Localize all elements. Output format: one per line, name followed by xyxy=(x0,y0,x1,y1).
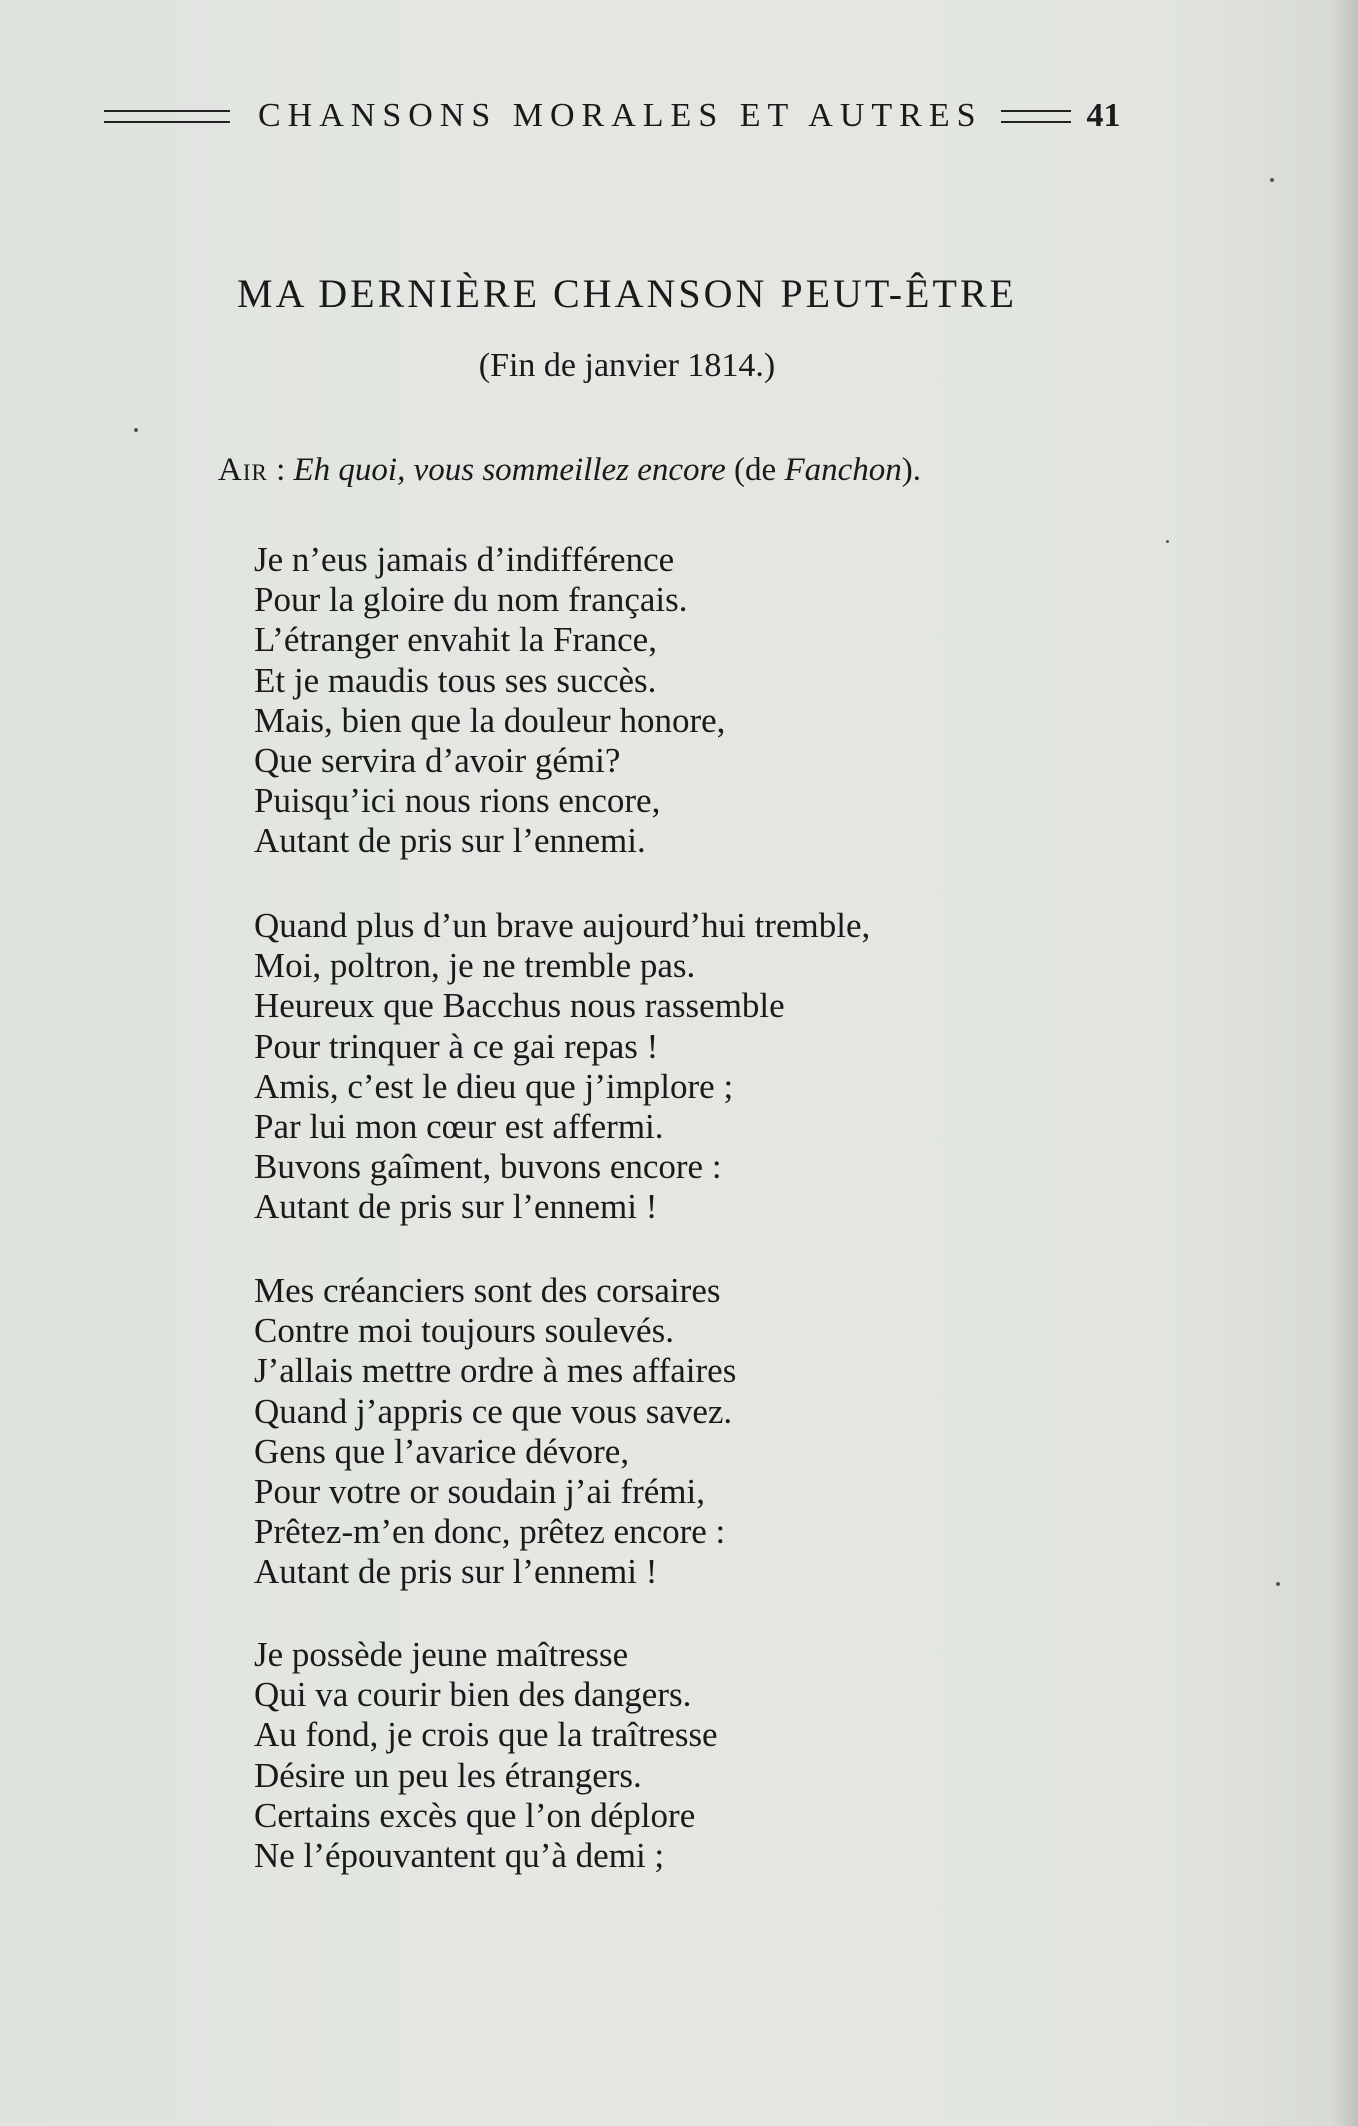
poem-date: (Fin de janvier 1814.) xyxy=(478,347,776,384)
verse-line: Moi, poltron, je ne tremble pas. xyxy=(254,946,696,986)
verse-line: Ne l’épouvantent qu’à demi ; xyxy=(254,1835,665,1875)
verse-line: Contre moi toujours soulevés. xyxy=(254,1311,674,1351)
decorative-double-rule xyxy=(104,110,230,123)
page-number: 41 xyxy=(1086,97,1121,134)
verse-line: Désire un peu les étrangers. xyxy=(254,1755,642,1795)
verse-line: Je n’eus jamais d’indifférence xyxy=(254,540,675,579)
running-head xyxy=(104,96,1164,136)
tune-source-close: ). xyxy=(901,452,921,488)
verse-line: Autant de pris sur l’ennemi ! xyxy=(254,1552,658,1592)
verse-line: Pour trinquer à ce gai repas ! xyxy=(254,1026,659,1066)
verse-line: Que servira d’avoir gémi? xyxy=(254,740,621,780)
verse-line: J’allais mettre ordre à mes affaires xyxy=(254,1351,737,1391)
verse-line: Puisqu’ici nous rions encore, xyxy=(254,781,661,821)
verse-line: Gens que l’avarice dévore, xyxy=(254,1431,630,1471)
tune-separator: : xyxy=(267,452,294,488)
verse-line: Quand plus d’un brave aujourd’hui tremble, xyxy=(254,906,871,945)
stanza-3 xyxy=(254,1271,736,1593)
paper-speck xyxy=(1166,540,1169,543)
verse-line: L’étranger envahit la France, xyxy=(254,620,657,660)
paper-speck xyxy=(1270,178,1274,182)
verse-line: Heureux que Bacchus nous rassemble xyxy=(254,986,785,1026)
verse-line: Mes créanciers sont des corsaires xyxy=(254,1271,721,1310)
stanza-4 xyxy=(254,1635,718,1876)
verse-line: Je possède jeune maîtresse xyxy=(254,1635,629,1674)
verse-line: Quand j’appris ce que vous savez. xyxy=(254,1391,733,1431)
tune-label: Air xyxy=(218,452,268,488)
stanza-1 xyxy=(254,540,725,862)
verse-line: Et je maudis tous ses succès. xyxy=(254,660,657,700)
decorative-double-rule xyxy=(1001,110,1071,123)
verse-line: Buvons gaîment, buvons encore : xyxy=(254,1147,722,1187)
verse-line: Qui va courir bien des dangers. xyxy=(254,1675,692,1715)
tune-source: Fanchon xyxy=(784,452,902,488)
tune-title: Eh quoi, vous sommeillez encore xyxy=(293,452,726,488)
paper-speck xyxy=(1276,1582,1280,1586)
verse-line: Par lui mon cœur est affermi. xyxy=(254,1106,664,1146)
stanza-2 xyxy=(254,906,870,1228)
verse-line: Amis, c’est le dieu que j’implore ; xyxy=(254,1066,734,1106)
running-head-title: CHANSONS MORALES ET AUTRES xyxy=(258,97,983,134)
verse-line: Pour la gloire du nom français. xyxy=(254,580,688,620)
poem-title: MA DERNIÈRE CHANSON PEUT-ÊTRE xyxy=(237,271,1017,316)
verse-line: Certains excès que l’on déplore xyxy=(254,1795,696,1835)
verse-line: Autant de pris sur l’ennemi. xyxy=(254,821,646,861)
verse-line: Autant de pris sur l’ennemi ! xyxy=(254,1187,658,1227)
verse-line: Pour votre or soudain j’ai frémi, xyxy=(254,1471,706,1511)
verse-line: Mais, bien que la douleur honore, xyxy=(254,700,726,740)
verse-line: Au fond, je crois que la traîtresse xyxy=(254,1715,718,1755)
tune-source-open: (de xyxy=(725,452,785,488)
verse-line: Prêtez-m’en donc, prêtez encore : xyxy=(254,1512,726,1552)
paper-speck xyxy=(134,428,138,432)
tune-line xyxy=(218,452,921,489)
page-edge-shadow xyxy=(1332,0,1358,2126)
